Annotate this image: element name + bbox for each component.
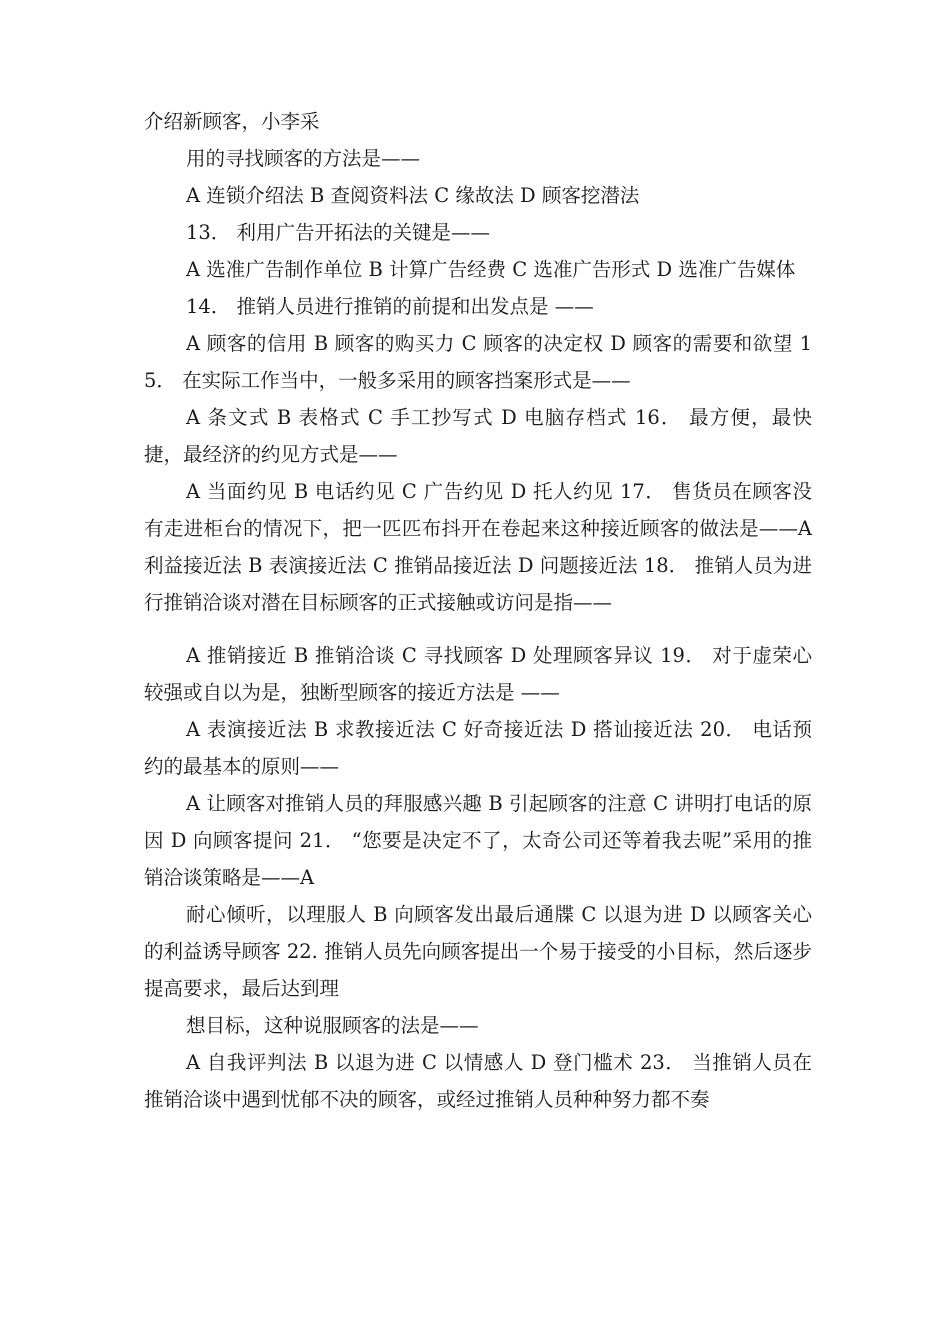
paragraph: 用的寻找顾客的方法是—— [186,147,421,170]
answer-options: A 自我评判法 B 以退为进 C 以情感人 D 登门槛术 23． 当推销人员在推销洽谈中遇到忧郁不决的顾客，或经过推销人员种种努力都不奏 [144,1051,812,1111]
document-body [144,103,819,1118]
answer-options: A 让顾客对推销人员的拜服感兴趣 B 引起顾客的注意 C 讲明打电话的原因 D 向顾客提问 21． “您要是决定不了，太奇公司还等着我去呢”采用的推销洽谈策略是——A [144,792,812,889]
answer-options: A 表演接近法 B 求教接近法 C 好奇接近法 D 搭讪接近法 20． 电话预约的最基本的原则—— [144,718,812,778]
question: 13． 利用广告开拓法的关键是—— [186,221,491,244]
answer-options: A 当面约见 B 电话约见 C 广告约见 D 托人约见 17． 售货员在顾客没有走进柜台的情况下，把一匹匹布抖开在卷起来这种接近顾客的做法是——A 利益接近法 B 表演接近法 C 推销品接近法 D 问题接近法 18． 推销人员为进行推销洽谈对潜在目标顾客的正式接触或访问是指—— [144,480,819,614]
answer-options: A 推销接近 B 推销洽谈 C 寻找顾客 D 处理顾客异议 19． 对于虚荣心较强或自以为是，独断型顾客的接近方法是 —— [144,644,812,704]
paragraph: 想目标，这种说服顾客的法是—— [186,1014,479,1037]
answer-options: A 条文式 B 表格式 C 手工抄写式 D 电脑存档式 16． 最方便，最快捷，最经济的约见方式是—— [144,406,812,466]
paragraph: 介绍新顾客，小李采 [144,110,320,133]
paragraph-gap [144,621,812,637]
answer-options: A 选准广告制作单位 B 计算广告经费 C 选准广告形式 D 选准广告媒体 [186,258,796,281]
answer-options: A 连锁介绍法 B 查阅资料法 C 缘故法 D 顾客挖潜法 [186,184,640,207]
paragraph: 耐心倾听，以理服人 B 向顾客发出最后通牒 C 以退为进 D 以顾客关心的利益诱导顾客 22. 推销人员先向顾客提出一个易于接受的小目标，然后逐步提高要求，最后达到理 [144,903,812,1000]
answer-options: A 顾客的信用 B 顾客的购买力 C 顾客的决定权 D 顾客的需要和欲望 15． 在实际工作当中，一般多采用的顾客挡案形式是—— [144,332,812,392]
question: 14． 推销人员进行推销的前提和出发点是 —— [186,295,594,318]
